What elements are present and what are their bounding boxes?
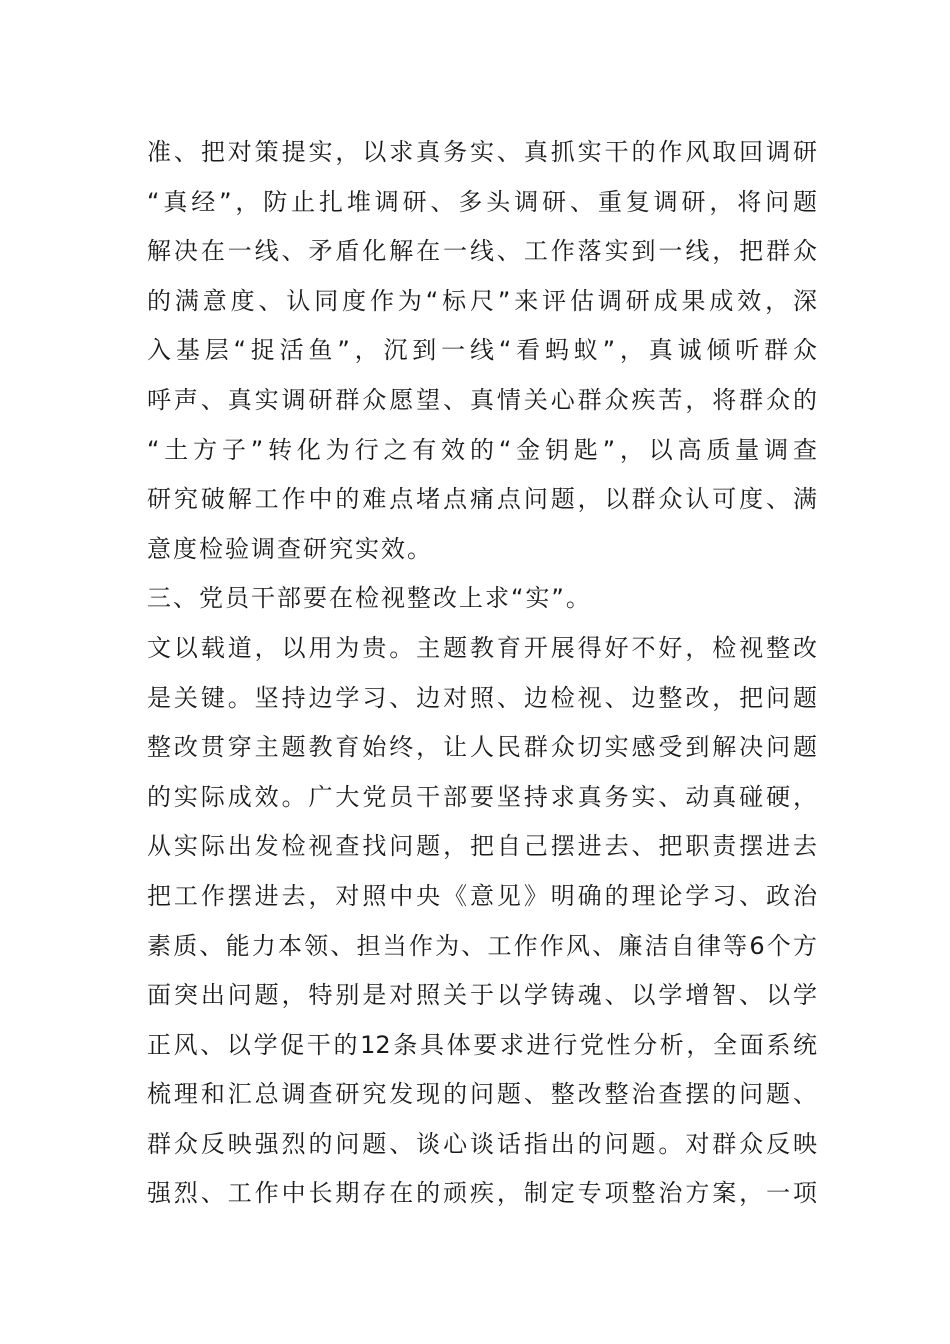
text-line: 解决在一线、矛盾化解在一线、工作落实到一线，把群众 xyxy=(147,237,817,266)
text-line: 整改贯穿主题教育始终，让人民群众切实感受到解决问题 xyxy=(147,733,817,762)
text-line: 正风、以学促干的12条具体要求进行党性分析，全面系统 xyxy=(147,1030,817,1059)
text-line: 把工作摆进去，对照中央《意见》明确的理论学习、政治 xyxy=(147,881,817,910)
text-line: 强烈、工作中长期存在的顽疾，制定专项整治方案，一项 xyxy=(147,1179,817,1208)
text-line: “土方子”转化为行之有效的“金钥匙”，以高质量调查 xyxy=(147,435,817,464)
section-heading: 三、党员干部要在检视整改上求“实”。 xyxy=(147,584,592,613)
text-line: 素质、能力本领、担当作为、工作作风、廉洁自律等6个方 xyxy=(147,931,817,960)
text-line: 从实际出发检视查找问题，把自己摆进去、把职责摆进去 xyxy=(147,832,817,861)
text-line: “真经”，防止扎堆调研、多头调研、重复调研，将问题 xyxy=(147,187,817,216)
text-line: 准、把对策提实，以求真务实、真抓实干的作风取回调研 xyxy=(147,138,817,166)
text-line: 梳理和汇总调查研究发现的问题、整改整治查摆的问题、 xyxy=(147,1080,817,1109)
text-line: 面突出问题，特别是对照关于以学铸魂、以学增智、以学 xyxy=(147,981,817,1010)
text-line: 研究破解工作中的难点堵点痛点问题，以群众认可度、满 xyxy=(147,485,817,514)
paragraph-end-line: 意度检验调查研究实效。 xyxy=(147,534,433,563)
text-line: 的满意度、认同度作为“标尺”来评估调研成果成效，深 xyxy=(147,286,817,315)
text-line: 群众反映强烈的问题、谈心谈话指出的问题。对群众反映 xyxy=(147,1129,817,1158)
text-line: 入基层“捉活鱼”，沉到一线“看蚂蚁”，真诚倾听群众 xyxy=(147,336,817,365)
text-line: 的实际成效。广大党员干部要坚持求真务实、动真碰硬， xyxy=(147,782,817,811)
text-line: 是关键。坚持边学习、边对照、边检视、边整改，把问题 xyxy=(147,683,817,712)
body-text xyxy=(147,128,817,1219)
text-line: 呼声、真实调研群众愿望、真情关心群众疾苦，将群众的 xyxy=(147,385,817,414)
text-line: 文以载道，以用为贵。主题教育开展得好不好，检视整改 xyxy=(147,633,817,662)
